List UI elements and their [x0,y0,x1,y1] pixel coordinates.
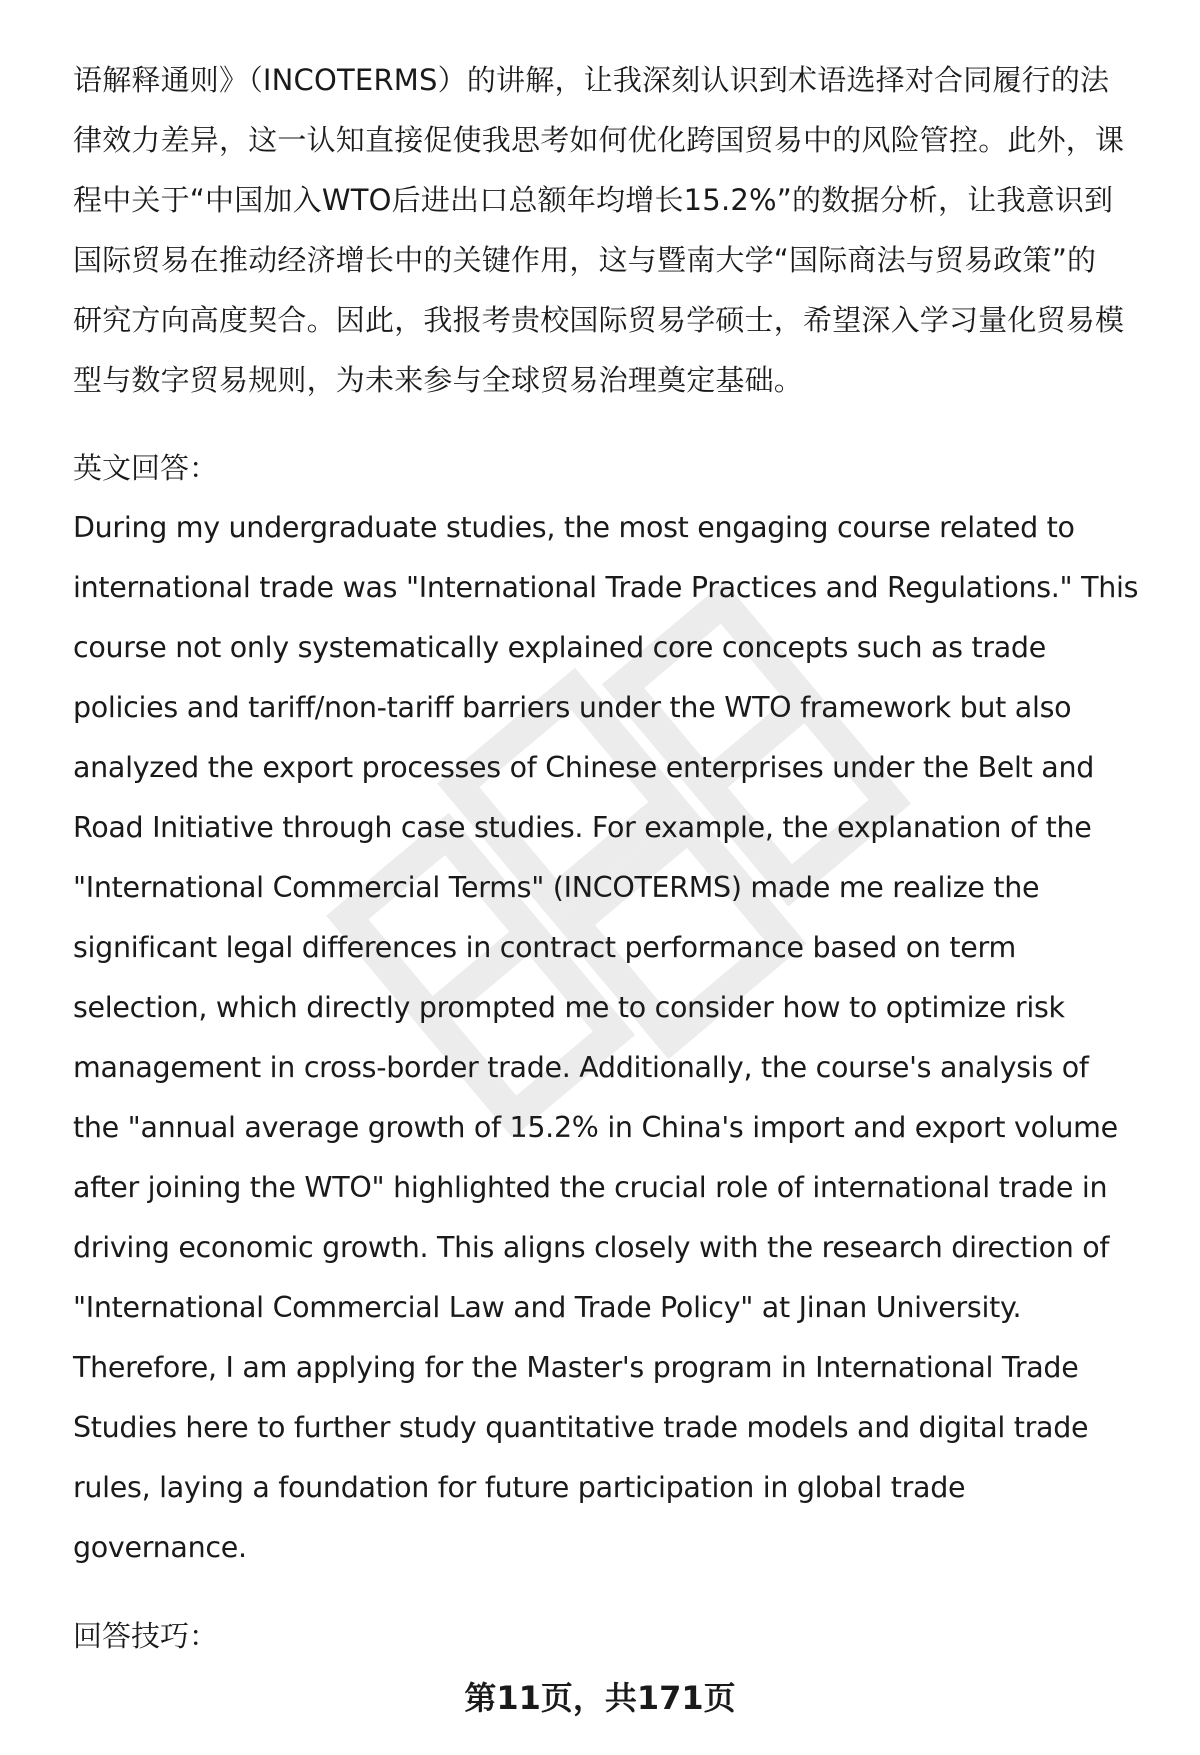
paragraph-line: after joining the WTO" highlighted the crucial role of international trade in [73,1171,1108,1204]
paragraph-line: 国际贸易在推动经济增长中的关键作用，这与暨南大学“国际商法与贸易政策”的 [73,243,1097,277]
paragraph-line: course not only systematically explained core concepts such as trade [73,631,1046,664]
paragraph-line: 型与数字贸易规则，为未来参与全球贸易治理奠定基础。 [73,363,804,397]
paragraph-line: policies and tariff/non-tariff barriers under the WTO framework but also [73,691,1072,724]
paragraph-line: analyzed the export processes of Chinese enterprises under the Belt and [73,751,1094,784]
document-body [73,50,1163,1666]
paragraph-line: Studies here to further study quantitative trade models and digital trade [73,1411,1089,1444]
answer-tips-label: 回答技巧： [73,1619,219,1653]
paragraph-line: selection, which directly prompted me to consider how to optimize risk [73,991,1065,1024]
page-number: 第11页，共171页 [464,1679,736,1717]
paragraph-line: the "annual average growth of 15.2% in China's import and export volume [73,1111,1118,1144]
paragraph-line: 研究方向高度契合。因此，我报考贵校国际贸易学硕士，希望深入学习量化贸易模 [73,303,1125,337]
paragraph-line: 语解释通则》（INCOTERMS）的讲解，让我深刻认识到术语选择对合同履行的法 [73,63,1110,97]
paragraph-line: Road Initiative through case studies. For example, the explanation of the [73,811,1092,844]
paragraph-line: international trade was "International Trade Practices and Regulations." This [73,571,1139,604]
chinese-paragraph [73,50,1163,410]
paragraph-line: Therefore, I am applying for the Master's program in International Trade [73,1351,1079,1384]
paragraph-line: "International Commercial Terms" (INCOTERMS) made me realize the [73,871,1040,904]
paragraph-line: "International Commercial Law and Trade Policy" at Jinan University. [73,1291,1022,1324]
paragraph-line: governance. [73,1531,247,1564]
paragraph-line: driving economic growth. This aligns closely with the research direction of [73,1231,1110,1264]
paragraph-line: 律效力差异，这一认知直接促使我思考如何优化跨国贸易中的风险管控。此外，课 [73,123,1125,157]
paragraph-line: rules, laying a foundation for future participation in global trade [73,1471,966,1504]
paragraph-line: 程中关于“中国加入WTO后进出口总额年均增长15.2%”的数据分析，让我意识到 [73,183,1114,217]
english-answer-label: 英文回答： [73,451,219,485]
english-answer-paragraph [73,498,1163,1578]
paragraph-line: During my undergraduate studies, the most engaging course related to [73,511,1075,544]
paragraph-line: significant legal differences in contract performance based on term [73,931,1016,964]
paragraph-line: management in cross-border trade. Additionally, the course's analysis of [73,1051,1089,1084]
